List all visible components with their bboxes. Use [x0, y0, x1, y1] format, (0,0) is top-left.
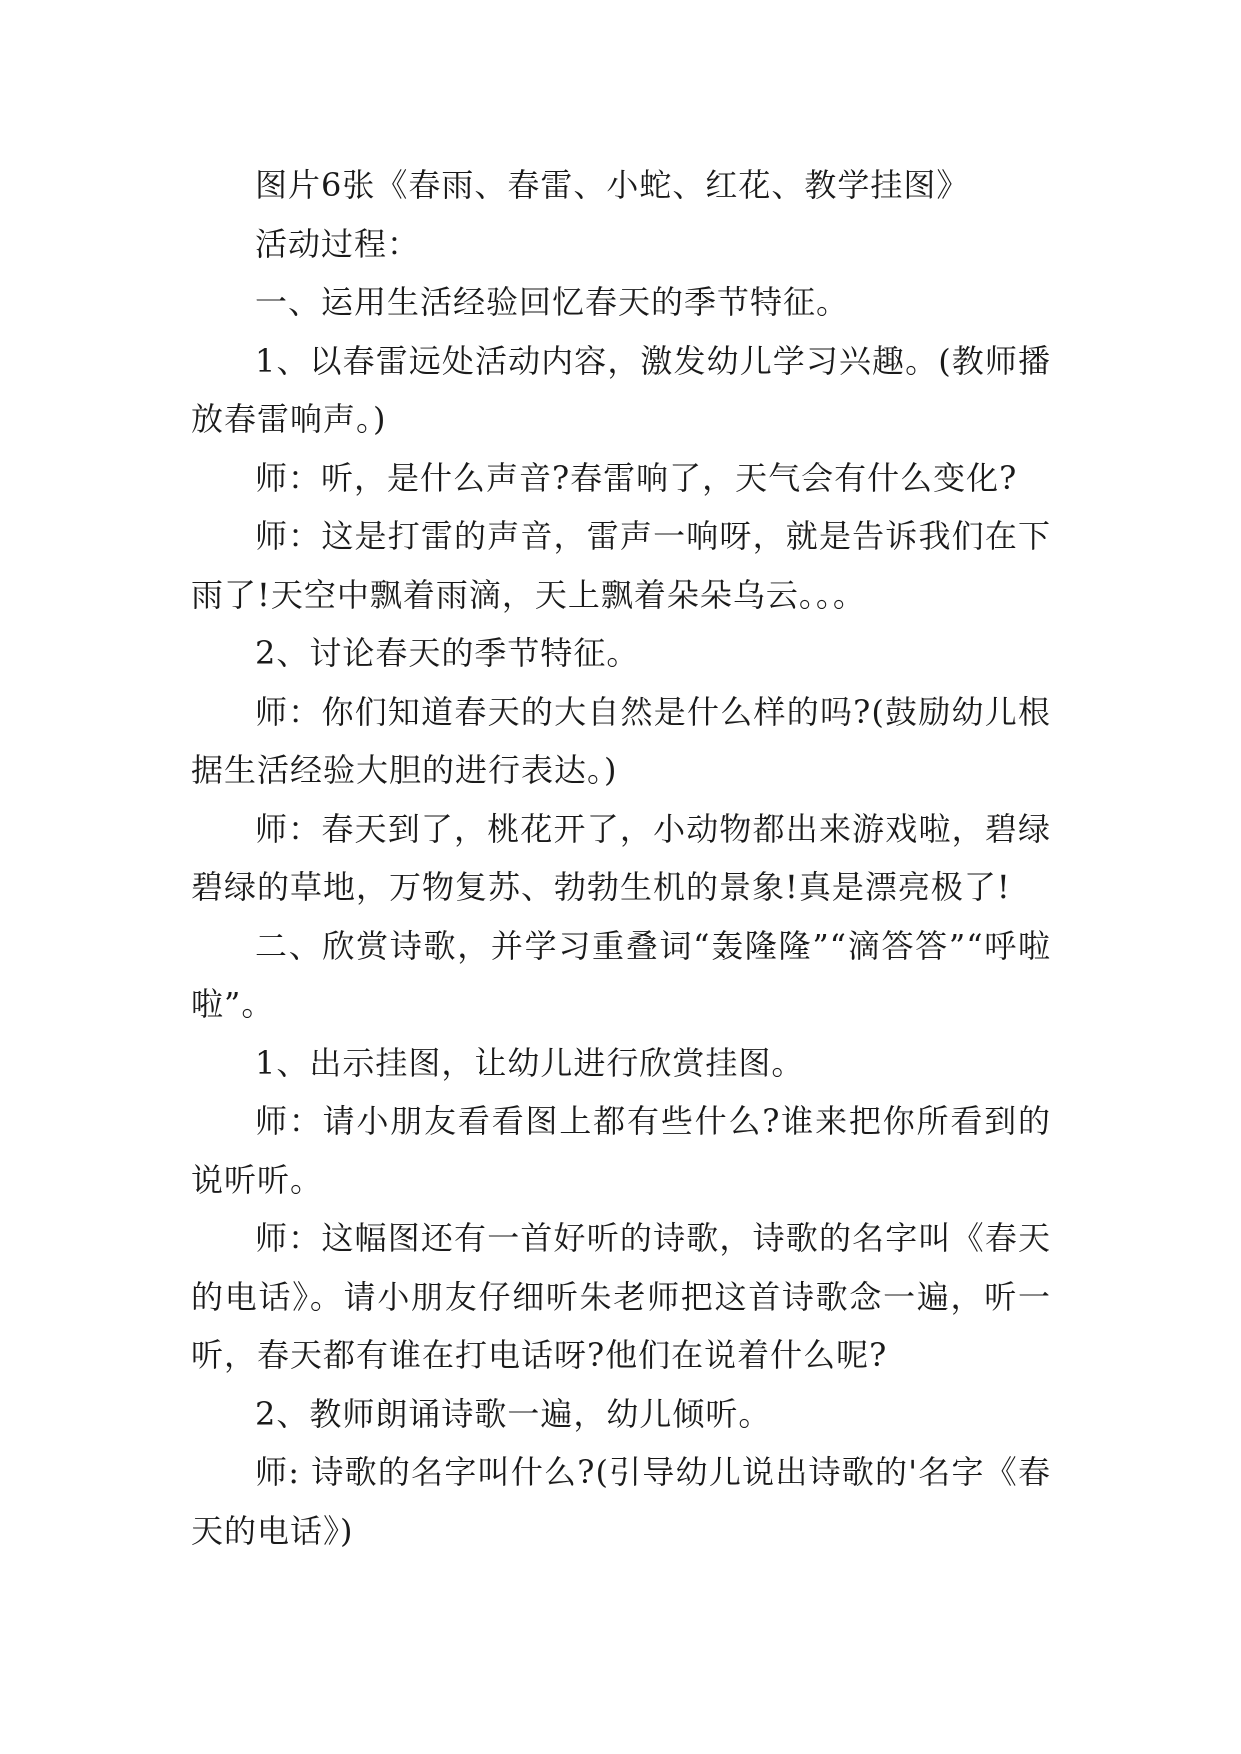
document-body: [191, 156, 1051, 1560]
paragraph-step-2-1: 1、出示挂图，让幼儿进行欣赏挂图。: [255, 1043, 805, 1082]
paragraph-teacher-4: 师：春天到了，桃花开了，小动物都出来游戏啦，碧绿碧绿的草地，万物复苏、勃勃生机的景象!真是漂亮极了!: [191, 809, 1051, 906]
paragraph-teacher-1: 师：听，是什么声音?春雷响了，天气会有什么变化?: [255, 458, 1018, 497]
paragraph-teacher-2: 师：这是打雷的声音，雷声一响呀，就是告诉我们在下雨了!天空中飘着雨滴，天上飘着朵朵乌云。。。: [191, 517, 1051, 614]
paragraph-teacher-5: 师：请小朋友看看图上都有些什么?谁来把你所看到的说听听。: [191, 1102, 1051, 1199]
paragraph-section-two: 二、欣赏诗歌，并学习重叠词“轰隆隆”“滴答答”“呼啦啦”。: [191, 926, 1051, 1023]
paragraph-teacher-3: 师：你们知道春天的大自然是什么样的吗?(鼓励幼儿根据生活经验大胆的进行表达。): [191, 692, 1051, 789]
paragraph-step-1-2: 2、讨论春天的季节特征。: [255, 634, 640, 672]
paragraph-teacher-6: 师：这幅图还有一首好听的诗歌，诗歌的名字叫《春天的电话》。请小朋友仔细听朱老师把这首诗歌念一遍，听一听，春天都有谁在打电话呀?他们在说着什么呢?: [191, 1219, 1051, 1374]
paragraph-teacher-7: 师: 诗歌的名字叫什么?(引导幼儿说出诗歌的'名字《春天的电话》): [191, 1453, 1051, 1550]
paragraph-step-1-1: 1、以春雷远处活动内容，激发幼儿学习兴趣。(教师播放春雷响声。): [191, 341, 1051, 438]
paragraph-step-2-2: 2、教师朗诵诗歌一遍，幼儿倾听。: [255, 1394, 772, 1433]
paragraph-section-one: 一、运用生活经验回忆春天的季节特征。: [255, 283, 850, 321]
paragraph-materials: 图片6张《春雨、春雷、小蛇、红花、教学挂图》: [255, 166, 970, 204]
paragraph-process-heading: 活动过程：: [255, 224, 421, 263]
